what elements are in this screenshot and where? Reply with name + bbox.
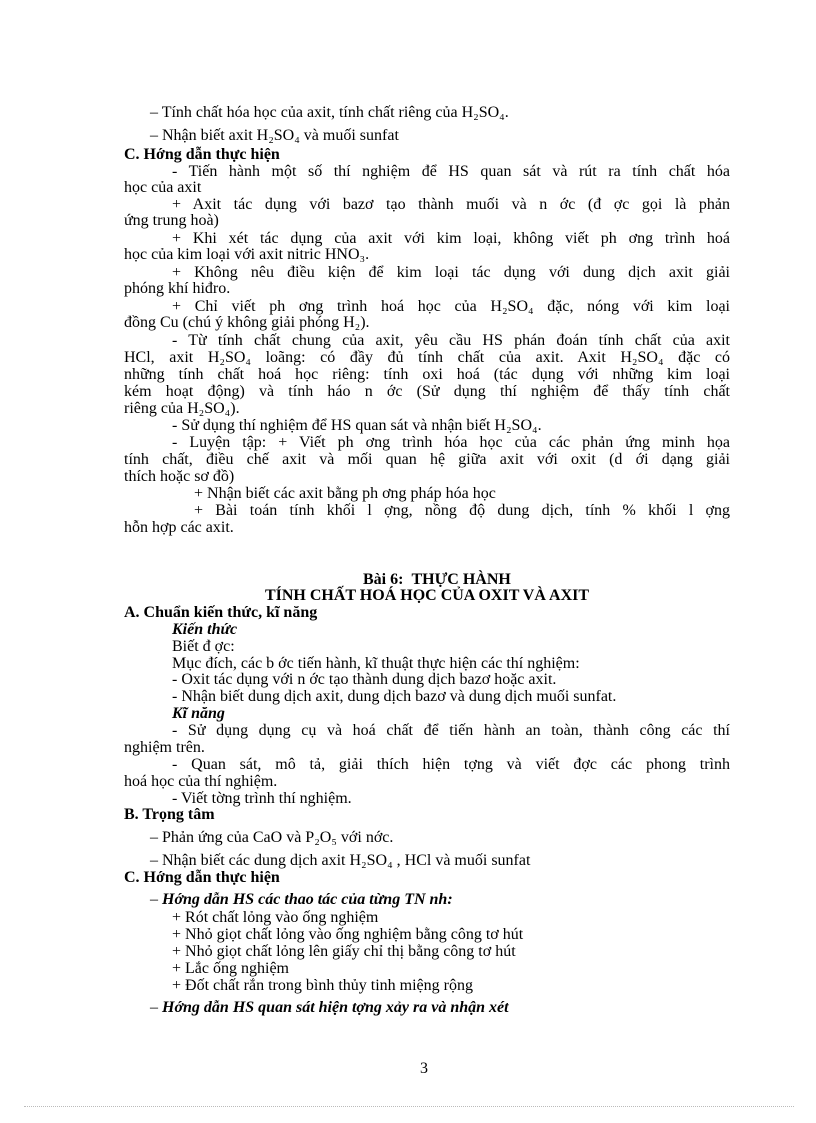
paragraph-line: đồng Cu (chú ý không giải phóng H₂). (124, 314, 370, 331)
paragraph-line: thích hoặc sơ đồ) (124, 468, 235, 485)
paragraph-line: ứng trung hoà) (124, 212, 219, 229)
page-bottom-border (24, 1106, 794, 1107)
guide-subheading: – Hớng dẫn HS quan sát hiện tợng xảy ra và nhận xét (150, 999, 509, 1016)
section-c2-heading: C. Hớng dẫn thực hiện (124, 869, 280, 886)
paragraph-line: + Chỉ viết ph ơng trình hoá học của H₂SO₄ đặc, nóng với kim loại (172, 298, 730, 315)
lesson-title-1: THỰC HÀNH (411, 571, 511, 588)
paragraph-line: kém hoạt động) và tính háo n ớc (Sử dụng thí nghiệm để thấy tính chất (124, 383, 730, 400)
guide-subheading-text: Hớng dẫn HS quan sát hiện tợng xảy ra và nhận xét (162, 999, 509, 1016)
objective-line: – Nhận biết axit H₂SO₄ và muối sunfat (150, 127, 399, 144)
paragraph-line: - Từ tính chất chung của axit, yêu cầu HS phán đoán tính chất của axit (172, 332, 730, 349)
step-item: + Nhỏ giọt chất lỏng lên giấy chỉ thị bằng công tơ hút (172, 943, 516, 960)
skills-line: - Sử dụng dụng cụ và hoá chất để tiến hành an toàn, thành công các thí (172, 722, 730, 739)
skills-line: - Quan sát, mô tả, giải thích hiện tợng và viết đợc các phong trình (172, 756, 730, 773)
paragraph-line: học của axit (124, 179, 202, 196)
knowledge-line: Mục đích, các b ớc tiến hành, kĩ thuật thực hiện các thí nghiệm: (172, 655, 580, 672)
paragraph-line: + Nhận biết các axit bằng ph ơng pháp hóa học (194, 485, 496, 502)
knowledge-line: - Oxit tác dụng với n ớc tạo thành dung dịch bazơ hoặc axit. (172, 671, 557, 688)
paragraph-line: - Sử dụng thí nghiệm để HS quan sát và nhận biết H₂SO₄. (172, 417, 542, 434)
step-item: + Nhỏ giọt chất lỏng vào ống nghiệm bằng công tơ hút (172, 926, 524, 943)
paragraph-line: + Bài toán tính khối l ợng, nồng độ dung dịch, tính % khối l ợng (194, 502, 730, 519)
skills-line: - Viết tờng trình thí nghiệm. (172, 790, 352, 807)
page-number: 3 (420, 1060, 428, 1077)
section-c-heading: C. Hớng dẫn thực hiện (124, 146, 280, 163)
guide-subheading: – Hớng dẫn HS các thao tác của từng TN nh: (150, 891, 453, 908)
step-item: + Rót chất lỏng vào ống nghiệm (172, 909, 379, 926)
paragraph-line: tính chất, điều chế axit và mối quan hệ giữa axit với oxit (d ới dạng giải (124, 451, 730, 468)
section-a-heading: A. Chuẩn kiến thức, kĩ năng (124, 604, 318, 621)
paragraph-line: HCl, axit H₂SO₄ loãng: có đầy đủ tính chất của axit. Axit H₂SO₄ đặc có (124, 349, 730, 366)
skills-label: Kĩ năng (172, 705, 225, 722)
step-item: + Lắc ống nghiệm (172, 960, 289, 977)
knowledge-label: Kiến thức (172, 621, 238, 638)
paragraph-line: riêng của H₂SO₄). (124, 400, 240, 417)
paragraph-line: - Luyện tập: + Viết ph ơng trình hóa học của các phản ứng minh họa (172, 434, 730, 451)
objective-line: – Tính chất hóa học của axit, tính chất riêng của H₂SO₄. (150, 104, 509, 121)
knowledge-line: Biết đ ợc: (172, 638, 235, 655)
section-b-heading: B. Trọng tâm (124, 806, 215, 823)
lesson-title-2: TÍNH CHẤT HOÁ HỌC CỦA OXIT VÀ AXIT (264, 587, 590, 604)
paragraph-line: + Axit tác dụng với bazơ tạo thành muối và n ớc (đ ợc gọi là phản (172, 196, 730, 213)
focus-line: – Nhận biết các dung dịch axit H₂SO₄ , HCl và muối sunfat (150, 852, 531, 869)
guide-subheading-text: Hớng dẫn HS các thao tác của từng TN nh: (162, 891, 453, 908)
focus-line: – Phản ứng của CaO và P₂O₅ với nớc. (150, 829, 394, 846)
lesson-number (363, 571, 511, 588)
step-item: + Đốt chất rắn trong bình thủy tinh miệng rộng (172, 977, 473, 994)
lesson-number-text: Bài 6: (363, 571, 404, 588)
paragraph-line: hỗn hợp các axit. (124, 519, 234, 536)
skills-line: nghiệm trên. (124, 739, 205, 756)
skills-line: hoá học của thí nghiệm. (124, 773, 278, 790)
paragraph-line: những tính chất hoá học riêng: tính oxi hoá (tác dụng với những kim loại (124, 366, 730, 383)
knowledge-line: - Nhận biết dung dịch axit, dung dịch bazơ và dung dịch muối sunfat. (172, 688, 617, 705)
paragraph-line: phóng khí hiđro. (124, 280, 231, 297)
paragraph-line: + Không nêu điều kiện để kim loại tác dụng với dung dịch axit giải (172, 264, 730, 281)
paragraph-line: học của kim loại với axit nitric HNO₃. (124, 246, 370, 263)
paragraph-line: - Tiến hành một số thí nghiệm để HS quan sát và rút ra tính chất hóa (172, 163, 730, 180)
paragraph-line: + Khi xét tác dụng của axit với kim loại, không viết ph ơng trình hoá (172, 230, 730, 247)
